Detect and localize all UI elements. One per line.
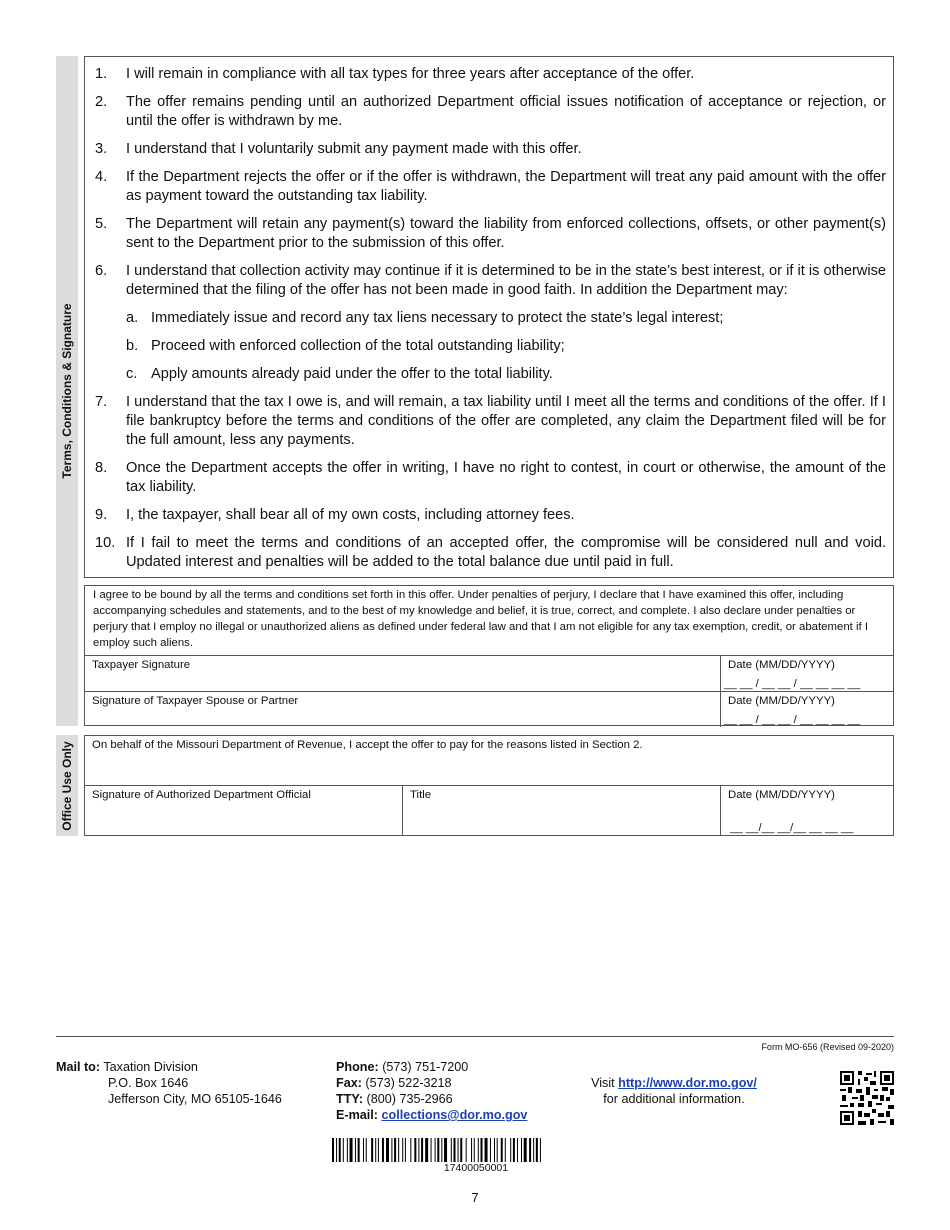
terms-list [84,56,894,578]
section-sidebar-office [56,735,78,836]
spouse-signature-row [85,691,893,727]
subterm-text: Proceed with enforced collection of the total outstanding liability; [151,338,565,354]
agreement-text: I agree to be bound by all the terms and conditions set forth in this offer. Under penalties of perjury, I declare that I have examined this offer, including accompanying schedules and statements, and to the best of my knowledge and belief, it is true, correct, and complete. I also declare under penalties or perjury that I employ no illegal or unauthorized aliens as defined under federal law and that I am not eligible for any tax exemption, credit, or abatement if I employ such aliens. [93,589,869,649]
spouse-signature-label: Signature of Taxpayer Spouse or Partner [92,695,299,707]
spouse-date-placeholder: __ __ / __ __ / __ __ __ __ [724,714,861,726]
term-item [95,459,886,497]
tty-label: TTY: [336,1092,364,1106]
term-item [95,140,886,159]
subterm-letter: a. [126,310,139,326]
subterm-item [95,309,886,328]
term-text: I understand that the tax I owe is, and will remain, a tax liability until I meet all the terms and conditions of the offer. If I file bankruptcy before the terms and conditions of the offer are completed, any claim the Department filed will be for the full amount, less any payments. [126,394,886,448]
term-text: If the Department rejects the offer or if the offer is withdrawn, the Department will treat any paid amount with the offer as payment toward the outstanding tax liability. [126,169,886,204]
term-text: I understand that I voluntarily submit any payment made with this offer. [126,141,582,157]
barcode-number: 17400050001 [443,1162,509,1174]
section-label-terms: Terms, Conditions & Signature [60,303,74,479]
term-number: 5. [95,216,108,232]
taxpayer-date-label: Date (MM/DD/YYYY) [728,659,835,671]
official-title-field[interactable] [403,786,721,836]
email-label: E-mail: [336,1108,378,1122]
visit-prefix: Visit [591,1076,615,1090]
form-id: Form MO-656 (Revised 09-2020) [761,1042,894,1052]
barcode-icon [332,1138,620,1162]
subterm-item [95,365,886,384]
term-number: 2. [95,94,108,110]
taxpayer-date-field[interactable] [721,656,893,691]
email-link[interactable]: collections@dor.mo.gov [381,1108,528,1122]
page-number: 7 [471,1190,479,1205]
subterm-text: Immediately issue and record any tax liens necessary to protect the state’s legal interest; [151,310,724,326]
term-item [95,65,886,84]
spouse-signature-field[interactable] [85,692,721,727]
mail-label: Mail to: [56,1060,101,1074]
term-number: 7. [95,394,108,410]
agreement-box [84,585,894,726]
term-number: 8. [95,460,108,476]
term-number: 10. [95,535,116,551]
term-text: I understand that collection activity may continue if it is determined to be in the state’s best interest, or if it is otherwise determined that the filing of the offer has not been made in good faith. In addition the Department may: [126,263,886,298]
term-item [95,215,886,253]
taxpayer-date-placeholder: __ __ / __ __ / __ __ __ __ [724,678,861,690]
mail-address [56,1059,282,1107]
term-number: 4. [95,169,108,185]
visit-suffix: for additional information. [603,1092,745,1106]
subterm-item [95,337,886,356]
spouse-date-field[interactable] [721,692,893,727]
term-text: I will remain in compliance with all tax types for three years after acceptance of the offer. [126,66,695,82]
official-date-label: Date (MM/DD/YYYY) [728,789,835,801]
footer-divider [56,1036,894,1037]
official-signature-field[interactable] [85,786,403,836]
fax-number: (573) 522-3218 [365,1076,452,1090]
term-item [95,93,886,131]
term-text: The Department will retain any payment(s) toward the liability from enforced collections, offsets, or other payment(s) sent to the Department prior to the submission of this offer. [126,216,886,251]
official-date-placeholder: __ __/__ __/__ __ __ __ [730,822,854,834]
term-text: I, the taxpayer, shall bear all of my own costs, including attorney fees. [126,507,575,523]
section-label-office: Office Use Only [60,740,74,831]
term-text: If I fail to meet the terms and conditions of an accepted offer, the compromise will be considered null and void. Updated interest and penalties will be added to the total balance due until paid in full. [126,535,886,570]
phone-label: Phone: [336,1060,379,1074]
qr-code-icon [840,1071,894,1125]
office-use-box [84,735,894,836]
term-item [95,262,886,300]
term-item [95,168,886,206]
taxpayer-signature-label: Taxpayer Signature [92,659,191,671]
term-number: 3. [95,141,108,157]
term-number: 9. [95,507,108,523]
contact-info [336,1059,527,1123]
office-statement: On behalf of the Missouri Department of Revenue, I accept the offer to pay for the reasons listed in Section 2. [85,736,893,786]
mail-line: P.O. Box 1646 [108,1076,189,1090]
office-signature-row [85,786,893,836]
website-info [574,1075,774,1107]
taxpayer-signature-field[interactable] [85,656,721,691]
term-text: The offer remains pending until an authorized Department official issues notification of acceptance or rejection, or until the offer is withdrawn by me. [126,94,886,129]
taxpayer-signature-row [85,655,893,691]
subterm-text: Apply amounts already paid under the offer to the total liability. [151,366,553,382]
website-link[interactable]: http://www.dor.mo.gov/ [618,1076,757,1090]
mail-line: Taxation Division [103,1060,198,1074]
term-item [95,393,886,450]
spouse-date-label: Date (MM/DD/YYYY) [728,695,835,707]
official-date-field[interactable] [721,786,893,836]
tty-number: (800) 735-2966 [366,1092,453,1106]
term-item [95,506,886,525]
fax-label: Fax: [336,1076,362,1090]
term-text: Once the Department accepts the offer in writing, I have no right to contest, in court or otherwise, the amount of the tax liability. [126,460,886,495]
official-title-label: Title [410,789,432,801]
term-number: 6. [95,263,108,279]
mail-line: Jefferson City, MO 65105-1646 [108,1092,282,1106]
term-item [95,534,886,572]
section-sidebar-terms [56,56,78,726]
subterm-letter: c. [126,366,138,382]
subterm-letter: b. [126,338,139,354]
official-signature-label: Signature of Authorized Department Official [92,789,311,801]
term-number: 1. [95,66,108,82]
phone-number: (573) 751-7200 [382,1060,469,1074]
